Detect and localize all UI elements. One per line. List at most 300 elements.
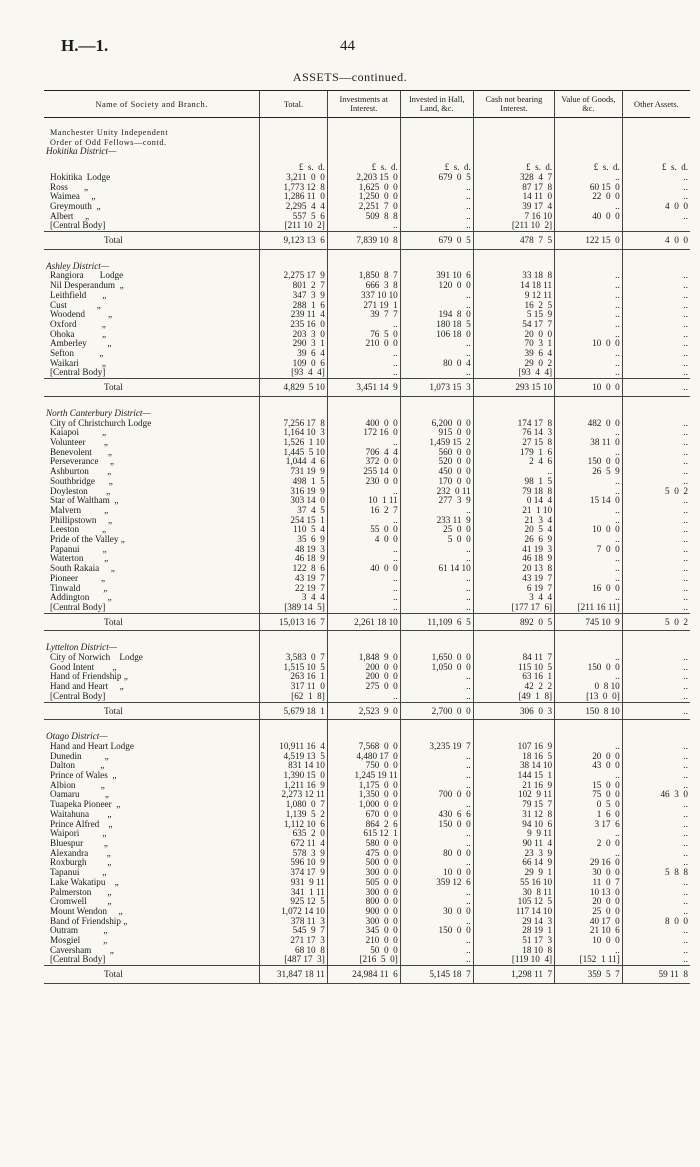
cell-investments: 4 0 0 (327, 535, 400, 545)
cell-goods: .. (555, 301, 623, 311)
cell-hall-land: .. (400, 858, 473, 868)
branch-name: Waterton „ (50, 554, 109, 564)
cell-other-assets: .. (622, 810, 690, 820)
empty-cell (327, 732, 400, 742)
cell-hall-land: .. (400, 692, 473, 702)
cell-total: 48 19 3 (260, 545, 328, 555)
cell-other-assets: .. (622, 593, 690, 603)
cell-total: 31,847 18 11 (260, 966, 328, 984)
table-row (44, 761, 690, 771)
table-row (44, 849, 690, 859)
cell-other-assets (622, 221, 690, 231)
cell-investments: .. (327, 349, 400, 359)
cell-other-assets: .. (622, 183, 690, 193)
cell-hall-land: 915 0 0 (400, 428, 473, 438)
society-name: Order of Odd Fellows—contd. (50, 137, 167, 147)
cell-investments: 900 0 0 (327, 907, 400, 917)
cell-cash: 55 16 10 (473, 878, 554, 888)
branch-name: Pioneer „ (50, 573, 106, 583)
cell-other-assets: £ s. d. (622, 157, 690, 173)
cell-goods: .. (555, 320, 623, 330)
cell-investments: 172 16 0 (327, 428, 400, 438)
cell-goods: 3 17 6 (555, 820, 623, 830)
district-name: North Canterbury District— (46, 408, 151, 418)
cell-hall-land: 120 0 0 (400, 281, 473, 291)
cell-other-assets: .. (622, 310, 690, 320)
cell-other-assets: 4 0 0 (622, 202, 690, 212)
table-row (44, 868, 690, 878)
cell-other-assets: .. (622, 349, 690, 359)
table-row (44, 516, 690, 526)
cell-goods: 150 0 0 (555, 457, 623, 467)
cell-other-assets: .. (622, 858, 690, 868)
cell-total: 635 2 0 (260, 829, 328, 839)
cell-cash: £ s. d. (473, 157, 554, 173)
empty-cell (622, 262, 690, 272)
cell-other-assets: .. (622, 564, 690, 574)
cell-goods: 38 11 0 (555, 438, 623, 448)
cell-investments: 372 0 0 (327, 457, 400, 467)
branch-name: Papanui „ (50, 544, 107, 554)
cell-investments: 1,250 0 0 (327, 192, 400, 202)
cell-hall-land: .. (400, 829, 473, 839)
cell-investments: 24,984 11 6 (327, 966, 400, 984)
cell-goods: 482 0 0 (555, 419, 623, 429)
cell-cash: 41 19 3 (473, 545, 554, 555)
cell-cash: 293 15 10 (473, 379, 554, 397)
cell-other-assets: .. (622, 574, 690, 584)
cell-other-assets: .. (622, 271, 690, 281)
branch-name: Leeston „ (50, 525, 107, 535)
cell-total: 303 14 0 (260, 496, 328, 506)
cell-total: 831 14 10 (260, 761, 328, 771)
spacer-row (44, 720, 690, 733)
cell-cash: 892 0 5 (473, 613, 554, 631)
branch-name: Dalton „ (50, 761, 105, 771)
cell-cash: 90 11 4 (473, 839, 554, 849)
cell-cash: 33 18 8 (473, 271, 554, 281)
page-number: 44 (340, 38, 355, 54)
cell-goods: 29 16 0 (555, 858, 623, 868)
cell-other-assets: .. (622, 603, 690, 613)
cell-hall-land: 700 0 0 (400, 790, 473, 800)
cell-hall-land: .. (400, 212, 473, 222)
cell-total: 263 16 1 (260, 672, 328, 682)
cell-investments: .. (327, 359, 400, 369)
empty-cell (622, 128, 690, 138)
cell-cash: 42 2 2 (473, 682, 554, 692)
cell-other-assets: .. (622, 771, 690, 781)
branch-name: Tinwald „ (50, 583, 108, 593)
cell-investments: 300 0 0 (327, 888, 400, 898)
cell-total: 1,445 5 10 (260, 448, 328, 458)
cell-other-assets: .. (622, 457, 690, 467)
branch-name: Waitahuna „ (50, 809, 112, 819)
cell-total: 1,044 4 6 (260, 457, 328, 467)
cell-hall-land: .. (400, 781, 473, 791)
branch-name: Leithfield „ (50, 290, 107, 300)
table-row (44, 368, 690, 378)
branch-name: Tuapeka Pioneer „ (50, 800, 121, 810)
cell-hall-land: 359 12 6 (400, 878, 473, 888)
branch-name: Albion „ (50, 780, 105, 790)
cell-other-assets: .. (622, 955, 690, 965)
cell-cash: 29 14 3 (473, 917, 554, 927)
cell-other-assets: .. (622, 438, 690, 448)
branch-name: Ashburton „ (50, 467, 112, 477)
cell-hall-land: .. (400, 554, 473, 564)
cell-total: 578 3 9 (260, 849, 328, 859)
cell-investments: 750 0 0 (327, 761, 400, 771)
cell-total: 4,829 5 10 (260, 379, 328, 397)
cell-cash: 29 9 1 (473, 868, 554, 878)
empty-cell (260, 118, 328, 129)
cell-goods: 15 0 0 (555, 781, 623, 791)
cell-cash: 105 12 5 (473, 897, 554, 907)
cell-other-assets: .. (622, 742, 690, 752)
table-row (44, 320, 690, 330)
branch-name: Ohoka „ (50, 329, 107, 339)
cell-total: [62 1 8] (260, 692, 328, 702)
empty-cell (260, 147, 328, 157)
cell-total: 10,911 16 4 (260, 742, 328, 752)
cell-goods: 15 14 0 (555, 496, 623, 506)
cell-investments: 7,839 10 8 (327, 232, 400, 250)
branch-name: Cromwell „ (50, 897, 112, 907)
cell-cash: 328 4 7 (473, 173, 554, 183)
cell-investments: 345 0 0 (327, 926, 400, 936)
cell-other-assets: .. (622, 926, 690, 936)
table-row (44, 438, 690, 448)
cell-total: 1,390 15 0 (260, 771, 328, 781)
cell-hall-land: 233 11 9 (400, 516, 473, 526)
cell-investments: 210 0 0 (327, 936, 400, 946)
cell-cash: 21 3 4 (473, 516, 554, 526)
empty-cell (555, 138, 623, 148)
table-row (44, 271, 690, 281)
empty-cell (400, 249, 473, 262)
cell-investments: 1,000 0 0 (327, 800, 400, 810)
table-row (44, 790, 690, 800)
empty-cell (260, 128, 328, 138)
cell-investments: 50 0 0 (327, 946, 400, 956)
society-heading-row (44, 128, 690, 138)
empty-cell (400, 720, 473, 733)
branch-name: [Central Body] (50, 955, 106, 965)
cell-investments: 706 4 4 (327, 448, 400, 458)
cell-total: 545 9 7 (260, 926, 328, 936)
cell-total: 3,583 0 7 (260, 653, 328, 663)
table-row (44, 858, 690, 868)
cell-hall-land: 1,073 15 3 (400, 379, 473, 397)
cell-hall-land: 1,050 0 0 (400, 663, 473, 673)
cell-cash: 46 18 9 (473, 554, 554, 564)
cell-goods: .. (555, 829, 623, 839)
cell-cash: 84 11 7 (473, 653, 554, 663)
branch-name: Waipori „ (50, 829, 107, 839)
cell-investments: 2,203 15 0 (327, 173, 400, 183)
cell-total: 37 4 5 (260, 506, 328, 516)
empty-cell (473, 147, 554, 157)
cell-goods: .. (555, 516, 623, 526)
cell-goods: £ s. d. (555, 157, 623, 173)
total-row (44, 702, 690, 720)
cell-hall-land: 391 10 6 (400, 271, 473, 281)
table-row (44, 820, 690, 830)
cell-other-assets: .. (622, 907, 690, 917)
cell-hall-land: .. (400, 917, 473, 927)
cell-total: 122 8 6 (260, 564, 328, 574)
cell-goods: 75 0 0 (555, 790, 623, 800)
cell-hall-land: 106 18 0 (400, 330, 473, 340)
cell-other-assets: .. (622, 936, 690, 946)
cell-investments: 1,848 9 0 (327, 653, 400, 663)
cell-goods: 0 8 10 (555, 682, 623, 692)
empty-cell (327, 138, 400, 148)
cell-other-assets: .. (622, 467, 690, 477)
cell-hall-land: 679 0 5 (400, 173, 473, 183)
empty-cell (327, 631, 400, 644)
branch-name: Lake Wakatipu „ (50, 877, 119, 887)
cell-goods: .. (555, 946, 623, 956)
cell-investments: 400 0 0 (327, 419, 400, 429)
cell-investments: 271 19 1 (327, 301, 400, 311)
empty-cell (555, 631, 623, 644)
cell-investments: 337 10 10 (327, 291, 400, 301)
branch-name: Roxburgh „ (50, 858, 112, 868)
cell-goods: .. (555, 574, 623, 584)
cell-investments: 509 8 8 (327, 212, 400, 222)
empty-cell (473, 262, 554, 272)
empty-cell (400, 396, 473, 409)
cell-cash: 306 0 3 (473, 702, 554, 720)
cell-cash: 174 17 8 (473, 419, 554, 429)
cell-cash: 70 3 1 (473, 339, 554, 349)
cell-other-assets: .. (622, 839, 690, 849)
branch-name: Tapanui „ (50, 868, 107, 878)
cell-investments: .. (327, 574, 400, 584)
cell-other-assets: .. (622, 897, 690, 907)
table-row (44, 457, 690, 467)
cell-cash: 79 15 7 (473, 800, 554, 810)
cell-total: 35 6 9 (260, 535, 328, 545)
cell-total: 254 15 1 (260, 516, 328, 526)
branch-name: City of Christchurch Lodge (50, 418, 152, 428)
cell-goods: 150 8 10 (555, 702, 623, 720)
cell-other-assets: .. (622, 849, 690, 859)
cell-goods: .. (555, 448, 623, 458)
table-row (44, 810, 690, 820)
cell-other-assets: 8 0 0 (622, 917, 690, 927)
cell-cash: 2 4 6 (473, 457, 554, 467)
cell-goods: .. (555, 359, 623, 369)
cell-goods: .. (555, 310, 623, 320)
empty-cell (622, 409, 690, 419)
cell-cash: 43 19 7 (473, 574, 554, 584)
empty-cell (555, 262, 623, 272)
total-label: Total (44, 232, 260, 250)
table-row (44, 349, 690, 359)
district-heading-row (44, 262, 690, 272)
table-row (44, 477, 690, 487)
table-row (44, 339, 690, 349)
empty-cell (622, 118, 690, 129)
cell-investments: .. (327, 554, 400, 564)
total-row (44, 613, 690, 631)
branch-name: Albert „ (50, 211, 90, 221)
cell-other-assets: .. (622, 525, 690, 535)
cell-cash: 0 14 4 (473, 496, 554, 506)
table-row (44, 917, 690, 927)
cell-goods: 10 0 0 (555, 339, 623, 349)
cell-total: [93 4 4] (260, 368, 328, 378)
cell-total: 316 19 9 (260, 487, 328, 497)
column-header-name: Name of Society and Branch. (44, 91, 260, 118)
cell-investments: 40 0 0 (327, 564, 400, 574)
branch-name: Waimea „ (50, 192, 96, 202)
cell-investments: 670 0 0 (327, 810, 400, 820)
cell-hall-land: .. (400, 593, 473, 603)
spacer-row (44, 249, 690, 262)
assets-table (44, 90, 690, 984)
cell-cash: 20 5 4 (473, 525, 554, 535)
cell-goods: 0 5 0 (555, 800, 623, 810)
district-name: Hokitika District— (46, 147, 117, 157)
cell-cash: 6 19 7 (473, 584, 554, 594)
cell-goods: 40 17 0 (555, 917, 623, 927)
branch-name: Star of Waltham „ (50, 496, 119, 506)
cell-hall-land: .. (400, 946, 473, 956)
cell-total: 7,256 17 8 (260, 419, 328, 429)
table-row (44, 428, 690, 438)
cell-cash: 115 10 5 (473, 663, 554, 673)
cell-other-assets: .. (622, 212, 690, 222)
cell-cash: 9 12 11 (473, 291, 554, 301)
cell-goods: .. (555, 487, 623, 497)
table-row (44, 955, 690, 965)
cell-other-assets: .. (622, 419, 690, 429)
header-row (44, 91, 690, 118)
table-row (44, 564, 690, 574)
branch-name: Southbridge „ (50, 476, 113, 486)
cell-investments: [216 5 0] (327, 955, 400, 965)
cell-other-assets: .. (622, 878, 690, 888)
cell-investments: 275 0 0 (327, 682, 400, 692)
empty-cell (260, 249, 328, 262)
table-row (44, 752, 690, 762)
cell-cash: 179 1 6 (473, 448, 554, 458)
table-row (44, 221, 690, 231)
cell-hall-land: .. (400, 506, 473, 516)
cell-cash: 7 16 10 (473, 212, 554, 222)
cell-hall-land: .. (400, 897, 473, 907)
cell-hall-land: 520 0 0 (400, 457, 473, 467)
cell-investments: 55 0 0 (327, 525, 400, 535)
cell-other-assets: .. (622, 946, 690, 956)
empty-cell (622, 720, 690, 733)
cell-total: 317 11 0 (260, 682, 328, 692)
table-row (44, 653, 690, 663)
cell-total: 347 3 9 (260, 291, 328, 301)
empty-cell (473, 118, 554, 129)
cell-other-assets: .. (622, 820, 690, 830)
empty-cell (622, 396, 690, 409)
column-header-total: Total. (260, 91, 328, 118)
table-body (44, 118, 690, 984)
cell-other-assets: .. (622, 359, 690, 369)
branch-name: Nil Desperandum „ (50, 281, 124, 291)
branch-name: Pride of the Valley „ (50, 535, 125, 545)
cell-cash: 79 18 8 (473, 487, 554, 497)
cell-investments: .. (327, 368, 400, 378)
report-reference: H.—1. (61, 36, 109, 55)
table-row (44, 330, 690, 340)
cell-total: 931 9 11 (260, 878, 328, 888)
table-row (44, 897, 690, 907)
cell-investments: 1,850 8 7 (327, 271, 400, 281)
empty-cell (555, 409, 623, 419)
cell-total: 2,273 12 11 (260, 790, 328, 800)
cell-investments: 300 0 0 (327, 917, 400, 927)
column-header-cash: Cash not bearing Interest. (473, 91, 554, 118)
cell-goods: 2 0 0 (555, 839, 623, 849)
cell-total: 9,123 13 6 (260, 232, 328, 250)
branch-name: Amberley „ (50, 339, 112, 349)
cell-investments: 3,451 14 9 (327, 379, 400, 397)
cell-cash: 9 9 11 (473, 829, 554, 839)
empty-cell (44, 396, 260, 409)
cell-goods: 16 0 0 (555, 584, 623, 594)
cell-hall-land: .. (400, 545, 473, 555)
cell-cash: 28 19 1 (473, 926, 554, 936)
cell-investments: 666 3 8 (327, 281, 400, 291)
cell-other-assets: .. (622, 752, 690, 762)
cell-hall-land: 25 0 0 (400, 525, 473, 535)
cell-other-assets: .. (622, 584, 690, 594)
cell-investments: .. (327, 603, 400, 613)
cell-goods: .. (555, 653, 623, 663)
cell-cash: 27 15 8 (473, 438, 554, 448)
cell-cash: 98 1 5 (473, 477, 554, 487)
table-row (44, 663, 690, 673)
cell-goods: .. (555, 535, 623, 545)
cell-goods: .. (555, 564, 623, 574)
empty-cell (555, 118, 623, 129)
cell-hall-land: .. (400, 183, 473, 193)
cell-goods: 359 5 7 (555, 966, 623, 984)
branch-name: Outram „ (50, 926, 108, 936)
cell-other-assets: .. (622, 368, 690, 378)
total-label: Total (44, 613, 260, 631)
branch-name: Phillipstown „ (50, 515, 113, 525)
cell-investments: 4,480 17 0 (327, 752, 400, 762)
empty-cell (260, 409, 328, 419)
branch-name: City of Norwich Lodge (50, 653, 143, 663)
cell-hall-land: 150 0 0 (400, 926, 473, 936)
cell-investments: 210 0 0 (327, 339, 400, 349)
table-row (44, 888, 690, 898)
empty-cell (555, 396, 623, 409)
total-label: Total (44, 966, 260, 984)
cell-other-assets: .. (622, 173, 690, 183)
cell-investments: .. (327, 320, 400, 330)
cell-hall-land: .. (400, 771, 473, 781)
table-row (44, 291, 690, 301)
branch-name: [Central Body] (50, 602, 106, 612)
cell-hall-land: 450 0 0 (400, 467, 473, 477)
cell-hall-land: .. (400, 752, 473, 762)
table-row (44, 310, 690, 320)
